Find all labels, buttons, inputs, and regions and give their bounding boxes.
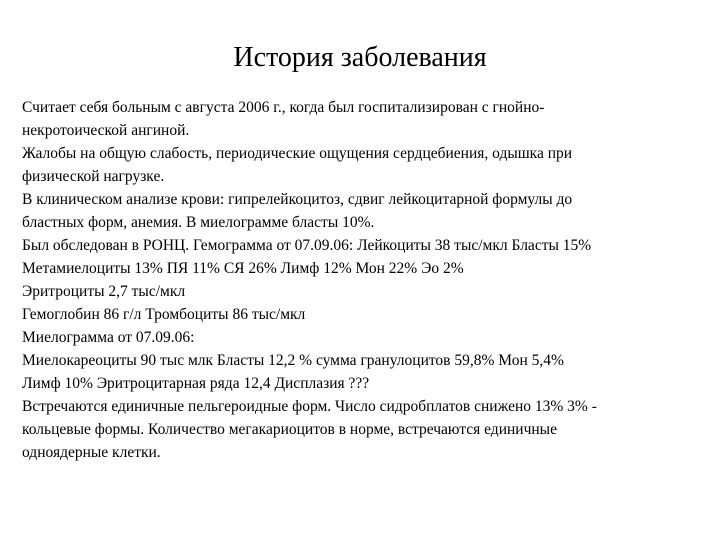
paragraph-erythrocytes [22,280,712,303]
text-line: одноядерные клетки. [22,444,161,461]
paragraph-blood-test [22,188,712,234]
text-line: В клиническом анализе крови: гипрелейкоцитоз, сдвиг лейкоцитарной формулы до [22,191,573,208]
text-line: Гемоглобин 86 г/л Тромбоциты 86 тыс/мкл [22,306,306,323]
text-line: Жалобы на общую слабость, периодические ощущения сердцебиения, одышка при [22,145,573,162]
text-line: Метамиелоциты 13% ПЯ 11% СЯ 26% Лимф 12% Мон 22% Эо 2% [22,260,464,277]
text-line: Был обследован в РОНЦ. Гемограмма от 07.09.06: Лейкоциты 38 тыс/мкл Бласты 15% [22,237,592,254]
paragraph-findings [22,395,712,464]
paragraph-onset [22,96,712,142]
text-line: Миелокареоциты 90 тыс млк Бласты 12,2 % сумма гранулоцитов 59,8% Мон 5,4% [22,352,564,369]
slide-body [22,96,712,464]
paragraph-complaints [22,142,712,188]
text-line: некротоической ангиной. [22,122,190,139]
text-line: Считает себя больным с августа 2006 г., когда был госпитализирован с гнойно- [22,99,545,116]
paragraph-hemogram [22,234,712,257]
text-line: бластных форм, анемия. В миелограмме бласты 10%. [22,214,375,231]
text-line: кольцевые формы. Количество мегакариоцитов в норме, встречаются единичные [22,421,557,438]
text-line: Встречаются единичные пельгероидные форм. Число сидробплатов снижено 13% 3% - [22,398,597,415]
paragraph-hemoglobin [22,303,712,326]
paragraph-differential [22,257,712,280]
text-line: Эритроциты 2,7 тыс/мкл [22,283,186,300]
paragraph-myelogram [22,349,712,395]
text-line: Лимф 10% Эритроцитарная ряда 12,4 Дисплазия ??? [22,375,370,392]
paragraph-myelogram-header [22,326,712,349]
text-line: Миелограмма от 07.09.06: [22,329,195,346]
slide-title: История заболевания [233,42,487,73]
text-line: физической нагрузке. [22,168,165,185]
